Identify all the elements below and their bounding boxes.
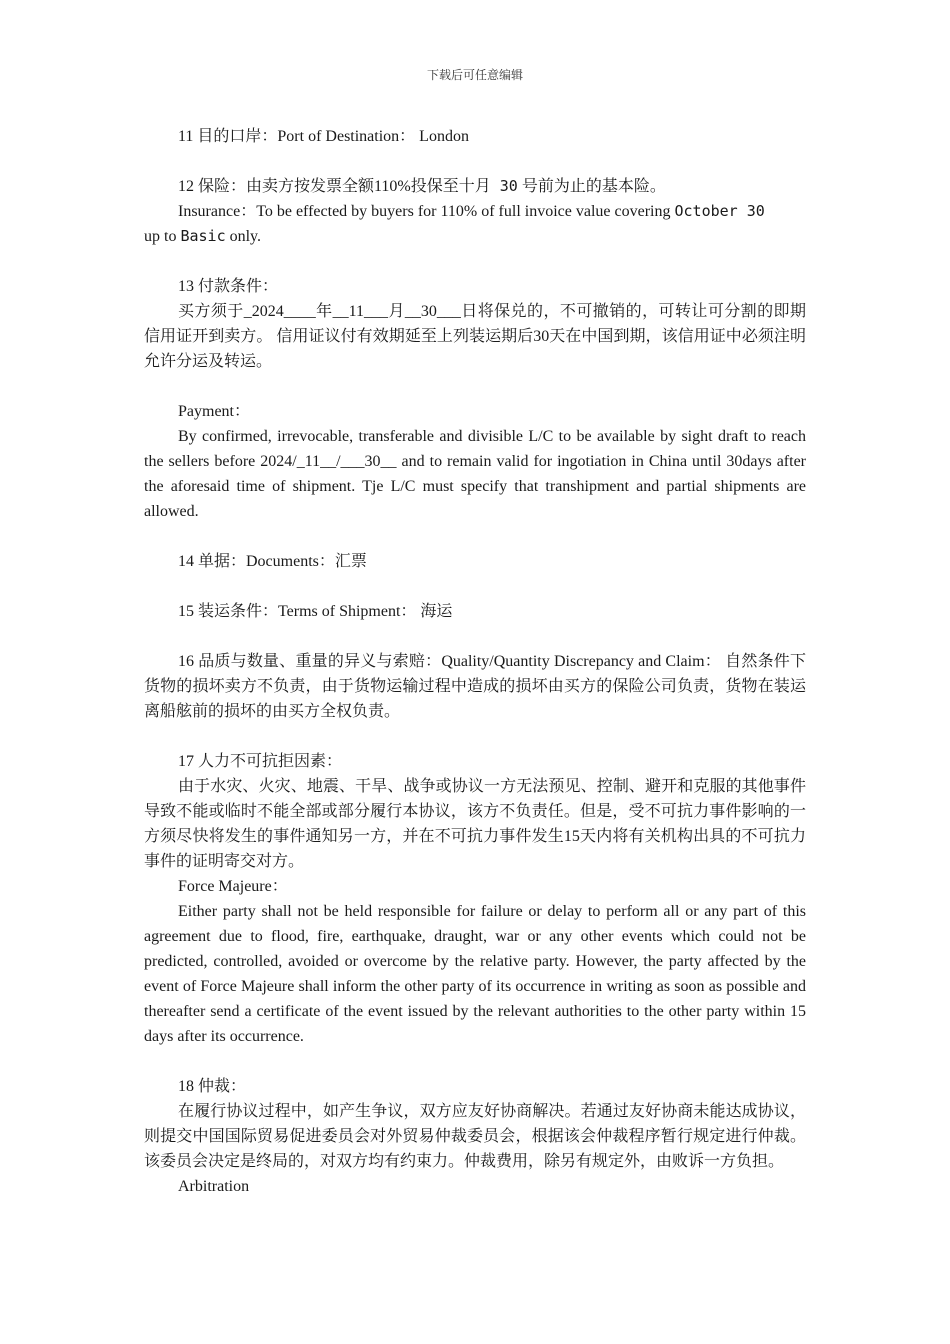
clause-13-payment-en-title: Payment： xyxy=(178,403,250,420)
clause-13-title: 13 付款条件： xyxy=(178,278,279,295)
clause-18-title: 18 仲裁： xyxy=(178,1078,247,1095)
clause-17-force-majeure-en: Either party shall not be held responsible for failure or delay to perform all or any part of this agreement due to flood, fire, earthquake, draught, war or any other events which could not be predicted, controlled, avoided or overcome by the relative party. However, the party affected by the event of Force Majeure shall inform the other party of its occurrence in writing as soon as possible and thereafter send a certificate of the event issued by the relevant authorities to the other party within 15 days after its occurrence. xyxy=(144,903,806,1045)
clause-18-arbitration-cn: 在履行协议过程中，如产生争议，双方应友好协商解决。若通过友好协商未能达成协议，则提交中国国际贸易促进委员会对外贸易仲裁委员会，根据该会仲裁程序暂行规定进行仲裁。该委员会决定是终局的，对双方均有约束力。仲裁费用，除另有规定外，由败诉一方负担。 xyxy=(144,1103,806,1170)
document-body xyxy=(144,124,806,1199)
spacer xyxy=(144,1049,806,1074)
spacer xyxy=(144,149,806,174)
clause-12-insurance-en xyxy=(144,199,806,249)
clause-18-arbitration-en-title: Arbitration xyxy=(178,1178,250,1195)
page-header-note: 下载后可任意编辑 xyxy=(426,68,523,82)
clause-15-shipment: 15 装运条件：Terms of Shipment： 海运 xyxy=(178,603,453,620)
clause-17-title: 17 人力不可抗拒因素： xyxy=(178,753,343,770)
spacer xyxy=(144,624,806,649)
spacer xyxy=(144,249,806,274)
spacer xyxy=(144,524,806,549)
clause-17-force-majeure-en-title: Force Majeure： xyxy=(178,878,288,895)
spacer xyxy=(144,374,806,399)
clause-12-en-date: October 30 xyxy=(674,202,765,220)
clause-13-payment-cn: 买方须于_2024____年__11___月__30___日将保兑的，不可撤销的，可转让可分割的即期信用证开到卖方。 信用证议付有效期延至上列装运期后30天在中国到期，该信用证中必须注明允许分运及转运。 xyxy=(144,303,806,370)
spacer xyxy=(144,574,806,599)
clause-12-en-part-a: Insurance：To be effected by buyers for 110% of full invoice value covering xyxy=(178,203,675,220)
clause-12-en-coverage: Basic xyxy=(180,227,226,245)
clause-12-cn-date-number: 30 xyxy=(490,177,518,195)
clause-13-payment-en: By confirmed, irrevocable, transferable and divisible L/C to be available by sight draft to reach the sellers before 2024/_11__/___30__ and to remain valid for ingotiation in China until 30days after the aforesaid time of shipment. Tje L/C must specify that transhipment and partial shipments are allowed. xyxy=(144,428,806,520)
clause-17-force-majeure-cn: 由于水灾、火灾、地震、干旱、战争或协议一方无法预见、控制、避开和克服的其他事件导致不能或临时不能全部或部分履行本协议，该方不负责任。但是，受不可抗力事件影响的一方须尽快将发生的事件通知另一方，并在不可抗力事件发生15天内将有关机构出具的不可抗力事件的证明寄交对方。 xyxy=(144,778,806,870)
clause-12-en-part-b: up to xyxy=(144,228,181,245)
clause-12-en-part-c: only. xyxy=(225,228,262,245)
clause-12-cn-part-b: 号前为止的基本险。 xyxy=(517,178,666,195)
clause-16-claim: 16 品质与数量、重量的异义与索赔：Quality/Quantity Discrepancy and Claim： 自然条件下货物的损坏卖方不负责，由于货物运输过程中造成的损坏由买方的保险公司负责，货物在装运离船舷前的损坏的由买方全权负责。 xyxy=(144,653,806,720)
clause-14-documents: 14 单据：Documents：汇票 xyxy=(178,553,367,570)
clause-12-cn-part-a: 12 保险：由卖方按发票全额110%投保至十月 xyxy=(178,178,491,195)
spacer xyxy=(144,724,806,749)
clause-11-destination: 11 目的口岸：Port of Destination： London xyxy=(178,128,469,145)
clause-12-insurance-cn xyxy=(144,174,806,199)
